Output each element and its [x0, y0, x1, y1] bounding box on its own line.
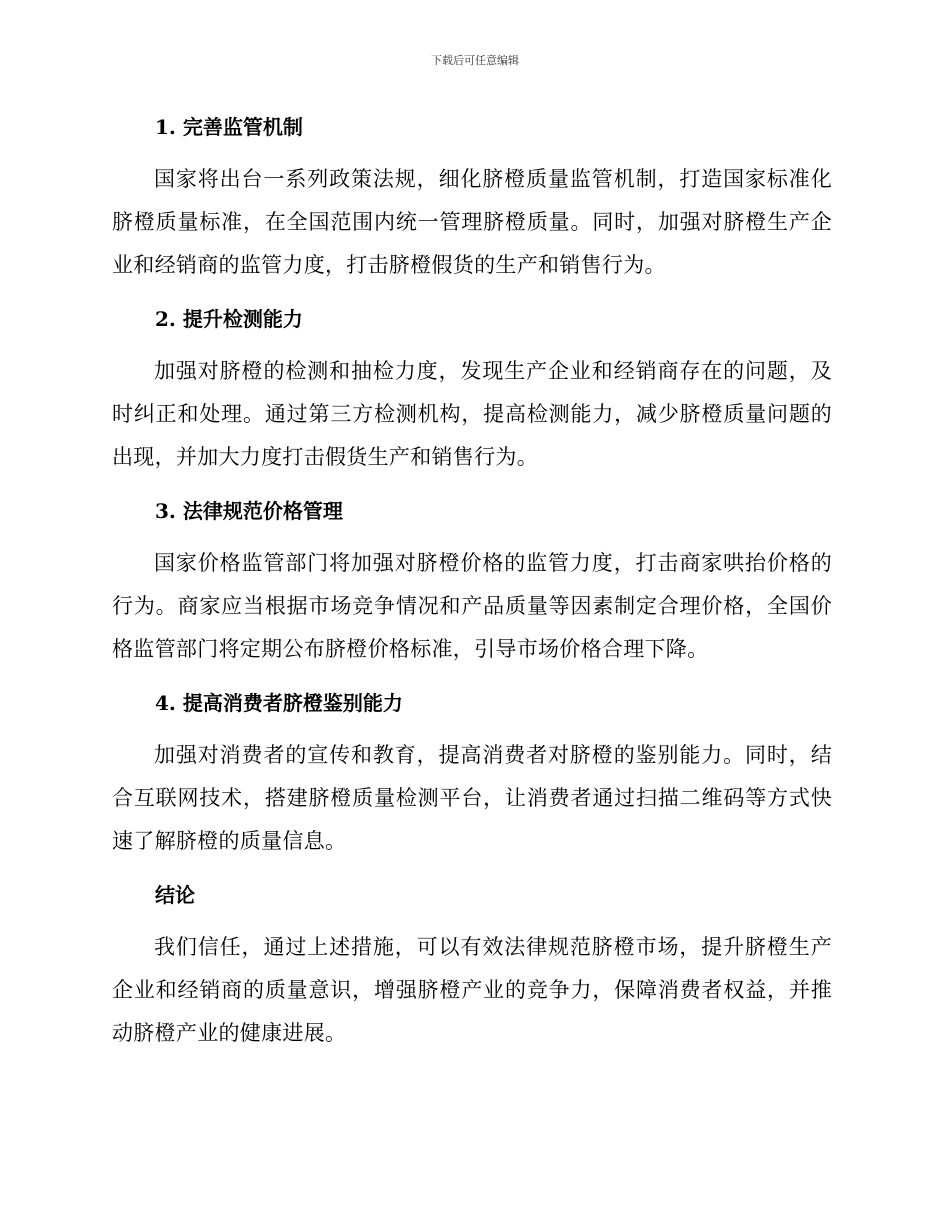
header-note: 下载后可任意编辑: [431, 54, 519, 67]
section-heading: 4. 提高消费者脐橙鉴别能力: [155, 691, 403, 715]
section-heading: 结论: [155, 883, 195, 907]
section-testing: [112, 300, 832, 479]
section-consumer-awareness: [112, 684, 832, 863]
document-content: [112, 108, 832, 1055]
section-heading: 2. 提升检测能力: [155, 307, 303, 331]
section-paragraph: 加强对脐橙的检测和抽检力度，发现生产企业和经销商存在的问题，及时纠正和处理。通过第三方检测机构，提高检测能力，减少脐橙质量问题的出现，并加大力度打击假货生产和销售行为。: [112, 359, 832, 469]
section-paragraph: 国家将出台一系列政策法规，细化脐橙质量监管机制，打造国家标准化脐橙质量标准，在全国范围内统一管理脐橙质量。同时，加强对脐橙生产企业和经销商的监管力度，打击脐橙假货的生产和销售行为。: [112, 167, 832, 277]
section-heading: 1. 完善监管机制: [155, 115, 303, 139]
section-paragraph: 加强对消费者的宣传和教育，提高消费者对脐橙的鉴别能力。同时，结合互联网技术，搭建脐橙质量检测平台，让消费者通过扫描二维码等方式快速了解脐橙的质量信息。: [112, 743, 832, 853]
section-paragraph: 我们信任，通过上述措施，可以有效法律规范脐橙市场，提升脐橙生产企业和经销商的质量意识，增强脐橙产业的竞争力，保障消费者权益，并推动脐橙产业的健康进展。: [112, 935, 832, 1045]
section-conclusion: [112, 876, 832, 1055]
section-paragraph: 国家价格监管部门将加强对脐橙价格的监管力度，打击商家哄抬价格的行为。商家应当根据市场竞争情况和产品质量等因素制定合理价格，全国价格监管部门将定期公布脐橙价格标准，引导市场价格合理下降。: [112, 551, 832, 661]
section-heading: 3. 法律规范价格管理: [155, 499, 343, 523]
section-supervision: [112, 108, 832, 287]
section-pricing: [112, 492, 832, 671]
